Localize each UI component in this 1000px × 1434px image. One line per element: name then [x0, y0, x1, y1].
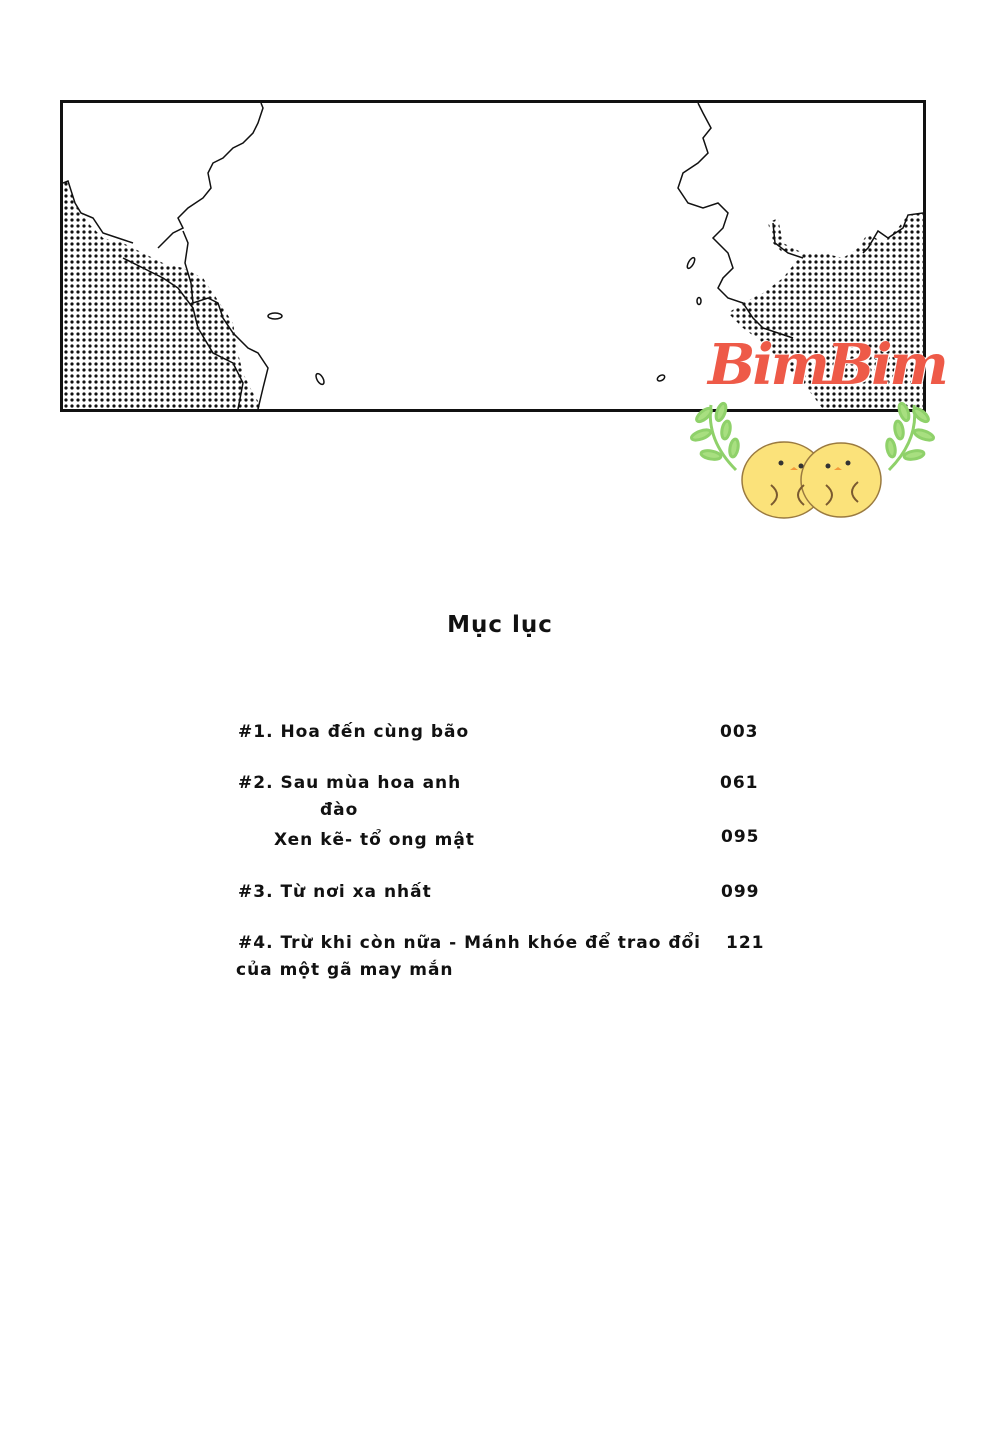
- toc-entry-interlude: Xen kẽ- tổ ong mật: [274, 830, 475, 850]
- toc-entry-1: #1. Hoa đến cùng bão: [238, 722, 470, 742]
- toc-page-1: 003: [720, 722, 759, 742]
- toc-entry-4: #4. Trừ khi còn nữa - Mánh khóe để trao đổi: [238, 933, 702, 953]
- toc-page-2: 061: [720, 773, 759, 793]
- toc-page-interlude: 095: [721, 827, 760, 847]
- toc-page-4: 121: [726, 933, 765, 953]
- page-title: Mục lục: [447, 612, 553, 638]
- watermark-text: BimBim: [708, 332, 946, 398]
- toc-page-3: 099: [721, 882, 760, 902]
- toc-entry-2-cont: đào: [320, 800, 359, 820]
- toc-entry-4-cont: của một gã may mắn: [236, 960, 454, 980]
- toc-entry-2: #2. Sau mùa hoa anh: [238, 773, 462, 793]
- toc-entry-3: #3. Từ nơi xa nhất: [238, 882, 432, 902]
- bimbim-watermark: [686, 330, 946, 520]
